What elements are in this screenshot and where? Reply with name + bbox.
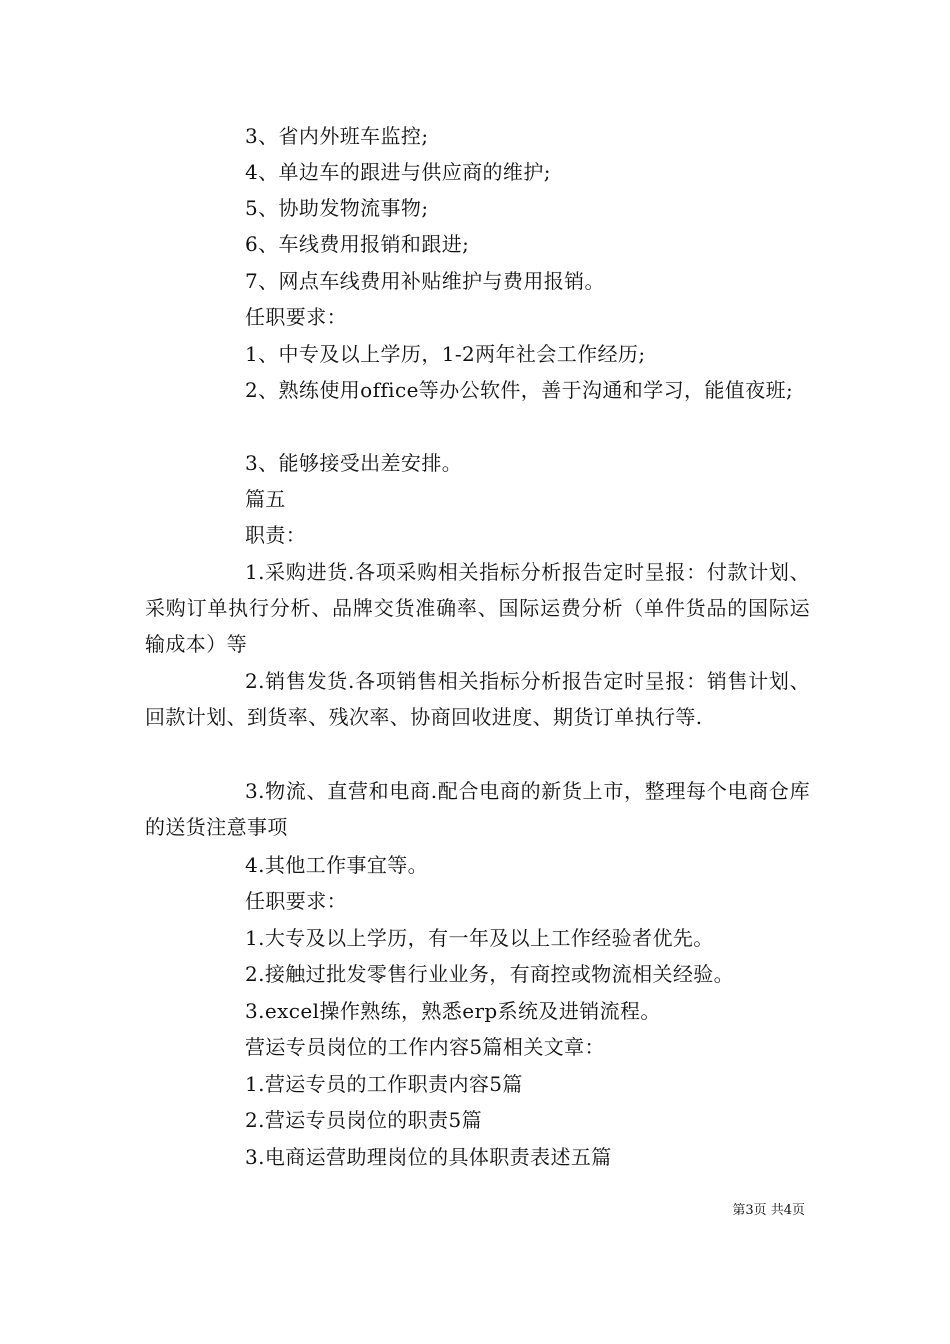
text-line: 7、网点车线费用补贴维护与费用报销。 [245, 269, 605, 293]
text-line: 1、中专及以上学历，1-2两年社会工作经历; [245, 342, 646, 366]
paragraph: 3.物流、直营和电商.配合电商的新货上市，整理每个电商仓库的送货注意事项 [145, 779, 810, 839]
paragraph: 1.采购进货.各项采购相关指标分析报告定时呈报：付款计划、采购订单执行分析、品牌交货准确率、国际运费分析（单件货品的国际运输成本）等 [145, 560, 810, 656]
text-line: 1.大专及以上学历，有一年及以上工作经验者优先。 [245, 926, 714, 950]
section-heading: 任职要求： [245, 305, 347, 329]
text-line: 3.excel操作熟练，熟悉erp系统及进销流程。 [245, 999, 661, 1023]
text-line: 2.接触过批发零售行业业务，有商控或物流相关经验。 [245, 962, 735, 986]
text-line: 3、省内外班车监控; [245, 124, 429, 148]
section-heading: 职责： [245, 523, 307, 547]
text-line: 4、单边车的跟进与供应商的维护; [245, 160, 551, 184]
section-heading: 任职要求： [245, 889, 347, 913]
paragraph: 2、熟练使用office等办公软件，善于沟通和学习，能值夜班; [245, 378, 794, 402]
text-line: 4.其他工作事宜等。 [245, 853, 429, 877]
text-line: 3、能够接受出差安排。 [245, 451, 463, 475]
related-article-link[interactable]: 1.营运专员的工作职责内容5篇 [245, 1072, 523, 1096]
section-heading: 篇五 [245, 487, 286, 511]
text-line: 营运专员岗位的工作内容5篇相关文章： [245, 1035, 605, 1059]
text-line: 6、车线费用报销和跟进; [245, 232, 470, 256]
related-article-link[interactable]: 3.电商运营助理岗位的具体职责表述五篇 [245, 1145, 612, 1169]
related-article-link[interactable]: 2.营运专员岗位的职责5篇 [245, 1108, 483, 1132]
paragraph: 2.销售发货.各项销售相关指标分析报告定时呈报：销售计划、回款计划、到货率、残次率、协商回收进度、期货订单执行等. [145, 669, 810, 729]
text-line: 5、协助发物流事物; [245, 196, 429, 220]
page-number: 第3页 共4页 [732, 1203, 805, 1218]
